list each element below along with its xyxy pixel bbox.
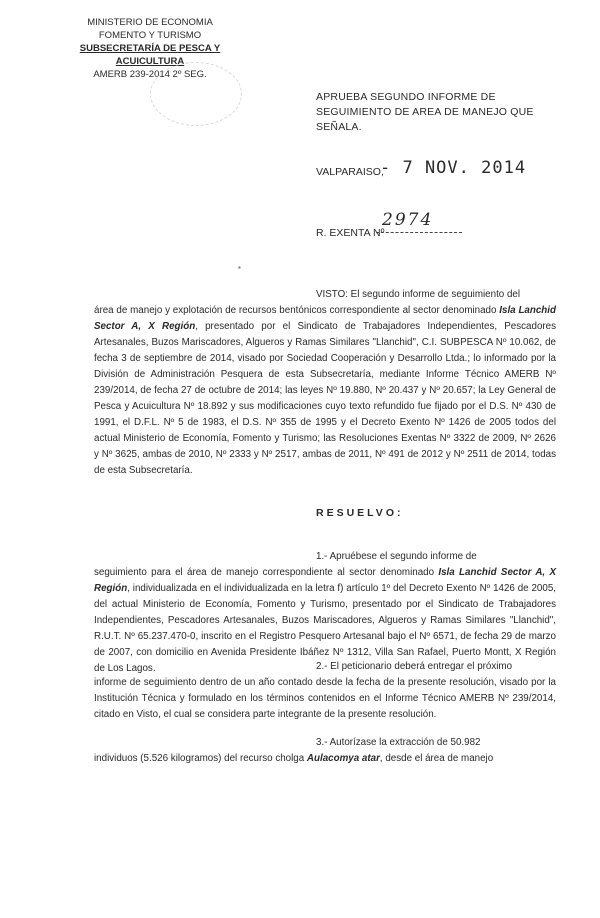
item1-paragraph: seguimiento para el área de manejo correspondiente al sector denominado Isla Lanchid Sector A, X Región, individualizada en el individualizada en la letra f) artículo 1º del Decreto Exento Nº 1426 de 2005, del actual Ministerio de Economía, Fomento y Turismo, presentado por el Sindicato de Trabajadores Independientes, Pescadores Artesanales, Buzos Mariscadores, Algueros y Ramas Similares "Llanchid", R.U.T. Nº 65.237.470-0, inscrito en el Registro Pesquero Artesanal bajo el Nº 6571, de fecha 29 de marzo de 2007, con domicilio en Avenida Presidente Ibáñez Nº 1312, Villa San Rafael, Puerto Montt, X Región de Los Lagos. xyxy=(94,567,557,674)
item3-lead: 3.- Autorízase la extracción de 50.982 xyxy=(316,737,481,748)
ministry-name: MINISTERIO DE ECONOMIA xyxy=(87,17,213,28)
resuelvo-heading: RESUELVO: xyxy=(316,507,404,519)
official-stamp xyxy=(150,62,242,126)
exenta-label: R. EXENTA Nº xyxy=(316,227,385,239)
item2-paragraph: informe de seguimiento dentro de un año contado desde la fecha de la presente resolución, visado por la Institución Técnica y formulado en los términos contenidos en el Informe Técnico AMERB Nº 239/2014, citado en Visto, el cual se considera parte integrante de la presente resolución. xyxy=(94,677,556,720)
sector-name: Isla Lanchid Sector A, X Región xyxy=(94,305,556,332)
document-reference: AMERB 239-2014 2º SEG. xyxy=(93,69,207,80)
item3-paragraph: individuos (5.526 kilogramos) del recurso cholga Aulacomya atar, desde el área de manejo xyxy=(94,753,494,764)
exenta-number: 2974 xyxy=(382,210,434,230)
item1-lead: 1.- Apruébese el segundo informe de xyxy=(316,551,477,562)
undersecretariat-name: SUBSECRETARÍA DE PESCA Y ACUICULTURA xyxy=(79,43,221,67)
number-underline xyxy=(376,232,462,233)
item2-lead: 2.- El peticionario deberá entregar el próximo xyxy=(316,661,513,672)
place-label: VALPARAISO, xyxy=(316,166,384,178)
document-subject: APRUEBA SEGUNDO INFORME DE SEGUIMIENTO DE AREA DE MANEJO QUE SEÑALA. xyxy=(316,91,534,133)
ministry-subtitle: FOMENTO Y TURISMO xyxy=(98,30,202,41)
document-date: - 7 NOV. 2014 xyxy=(380,158,527,178)
margin-mark: ▪ xyxy=(238,263,241,272)
item1-sector-name: Isla Lanchid Sector A, X Región xyxy=(94,567,557,594)
species-name: Aulacomya atar xyxy=(306,753,380,764)
visto-lead: VISTO: El segundo informe de seguimiento del xyxy=(316,289,521,300)
visto-paragraph: área de manejo y explotación de recursos bentónicos correspondiente al sector denominado Isla Lanchid Sector A, X Región, presentado por el Sindicato de Trabajadores Independientes, Pescadores Artesanales, Buzos Mariscadores, Algueros y Ramas Similares "Llanchid", C.I. SUBPESCA Nº 10.062, de fecha 3 de septiembre de 2014, visado por Sociedad Cooperación y Desarrollo Ltda.; lo informado por la División de Administración Pesquera de esta Subsecretaría, mediante Informe Técnico AMERB Nº 239/2014, de fecha 27 de octubre de 2014; las leyes Nº 19.880, Nº 20.437 y Nº 20.657; la Ley General de Pesca y Acuicultura Nº 18.892 y sus modificaciones cuyo texto refundido fue fijado por el D.S. Nº 430 de 1991, el D.F.L. Nº 5 de 1983, el D.S. Nº 355 de 1995 y el Decreto Exento Nº 1426 de 2005 todos del actual Ministerio de Economía, Fomento y Turismo; las Resoluciones Exentas Nº 3322 de 2009, Nº 2626 y Nº 3625, ambas de 2010, Nº 2333 y Nº 2517, ambas de 2011, Nº 491 de 2012 y Nº 2511 de 2014, todas de esta Subsecretaría. xyxy=(94,305,556,476)
